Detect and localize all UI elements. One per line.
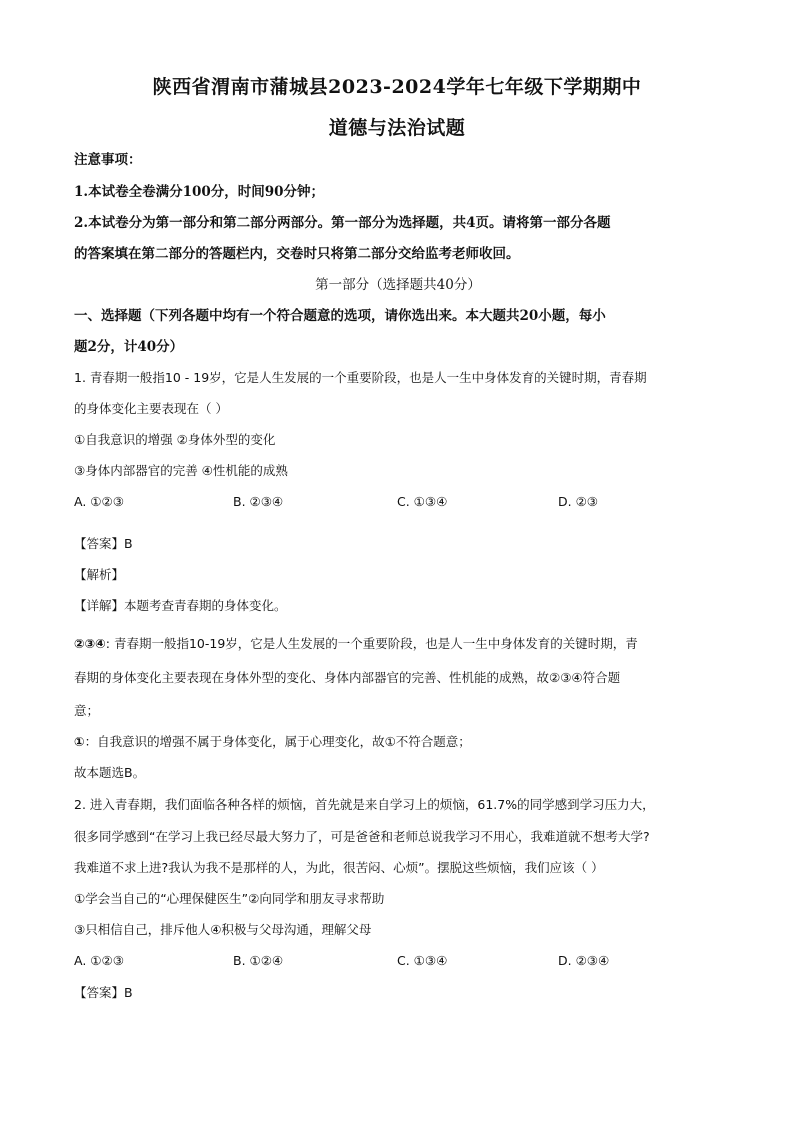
q1-explanation-line4 bbox=[74, 733, 722, 751]
q1-option-a: A. ①②③ bbox=[74, 494, 124, 509]
q1-stem-line1: 1. 青春期一般指10 - 19岁，它是人生发展的一个重要阶段，也是人一生中身体发育的关键时期，青春期 bbox=[74, 370, 647, 385]
q1-explanation-line1 bbox=[74, 635, 722, 653]
part1-heading: 第一部分（选择题共40分） bbox=[315, 277, 481, 293]
q1-explanation-line3: 意； bbox=[74, 703, 100, 718]
q1-option-d: D. ②③ bbox=[558, 494, 598, 509]
q2-option-a: A. ①②③ bbox=[74, 953, 124, 968]
q1-explanation-tag: ②③④ bbox=[74, 636, 106, 651]
notice-item-2-line2: 的答案填在第二部分的答题栏内，交卷时只将第二部分交给监考老师收回。 bbox=[74, 246, 520, 262]
q2-option-d: D. ②③④ bbox=[558, 953, 610, 968]
q2-answer: 【答案】B bbox=[74, 985, 133, 1000]
q1-option-b: B. ②③④ bbox=[233, 494, 284, 509]
q1-detail bbox=[74, 597, 722, 615]
notice-heading: 注意事项： bbox=[74, 152, 142, 168]
q2-stem-line3: 我难道不求上进?我认为我不是那样的人，为此，很苦闷、心烦”。摆脱这些烦恼，我们应该（ ） bbox=[74, 860, 604, 875]
notice-item-1: 1.本试卷全卷满分100分，时间90分钟； bbox=[74, 184, 325, 200]
q1-explanation-line2: 春期的身体变化主要表现在身体外型的变化、身体内部器官的完善、性机能的成熟，故②③④符合题 bbox=[74, 670, 621, 685]
q2-stem-line1: 2. 进入青春期，我们面临各种各样的烦恼，首先就是来自学习上的烦恼，61.7%的同学感到学习压力大， bbox=[74, 797, 655, 812]
q2-choices-line2: ③只相信自己，排斥他人④积极与父母沟通，理解父母 bbox=[74, 922, 372, 937]
q1-explanation2-text: ：自我意识的增强不属于身体变化，属于心理变化，故①不符合题意； bbox=[84, 734, 471, 749]
q1-answer: 【答案】B bbox=[74, 536, 133, 551]
q1-analysis-label: 【解析】 bbox=[74, 567, 125, 582]
q1-option-c: C. ①③④ bbox=[397, 494, 448, 509]
notice-item-2-line1: 2.本试卷分为第一部分和第二部分两部分。第一部分为选择题，共4页。请将第一部分各题 bbox=[74, 215, 611, 231]
q2-option-c: C. ①③④ bbox=[397, 953, 448, 968]
q1-choices-line1: ①自我意识的增强 ②身体外型的变化 bbox=[74, 432, 276, 447]
q2-option-b: B. ①②④ bbox=[233, 953, 284, 968]
q1-explanation2-tag: ① bbox=[74, 734, 85, 749]
q1-detail-text: 本题考查青春期的身体变化。 bbox=[124, 598, 287, 613]
q2-stem-line2: 很多同学感到“在学习上我已经尽最大努力了，可是爸爸和老师总说我学习不用心，我难道就不想考大学? bbox=[74, 829, 650, 844]
q1-choices-line2: ③身体内部器官的完善 ④性机能的成熟 bbox=[74, 463, 288, 478]
q1-stem-line2: 的身体变化主要表现在（ ） bbox=[74, 401, 228, 416]
q1-conclusion: 故本题选B。 bbox=[74, 765, 146, 780]
q1-explanation-text1: : 青春期一般指10-19岁，它是人生发展的一个重要阶段，也是人一生中身体发育的关键时期，青 bbox=[105, 636, 638, 651]
section-instructions-line1: 一、选择题（下列各题中均有一个符合题意的选项，请你选出来。本大题共20小题，每小 bbox=[74, 308, 606, 324]
q1-detail-tag: 【详解】 bbox=[74, 598, 125, 613]
q2-choices-line1: ①学会当自己的“心理保健医生”②向同学和朋友寻求帮助 bbox=[74, 891, 385, 906]
exam-title-line1: 陕西省渭南市蒲城县2023-2024学年七年级下学期期中 bbox=[152, 76, 642, 98]
exam-title-line2: 道德与法治试题 bbox=[328, 117, 466, 139]
section-instructions-line2: 题2分，计40分） bbox=[74, 339, 184, 355]
